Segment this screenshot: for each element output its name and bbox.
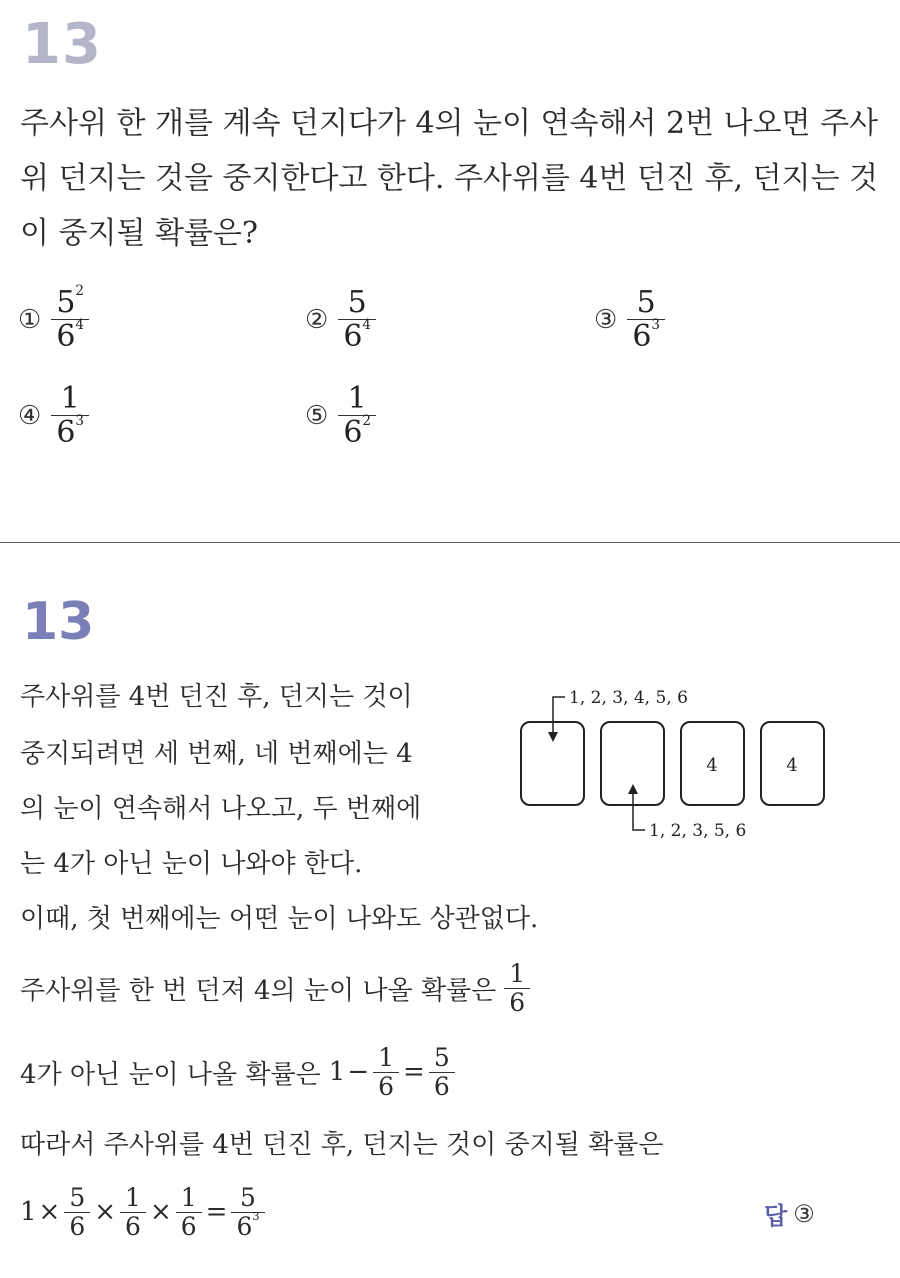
prob-four-line [20,960,532,1016]
equals-sign: = [403,1057,425,1087]
bottom-arrow-head-icon [628,784,638,794]
final-result-denominator: 6 [236,1211,253,1241]
choice-1-numerator: 5 [56,285,76,320]
prob-not-four-one: 1 [328,1057,346,1087]
prob-four-fraction [504,960,530,1016]
choice-5[interactable] [305,382,376,449]
solution-number: 13 [22,592,95,652]
answer-label: 답 [764,1202,788,1230]
die-box-3-value: 4 [706,755,718,776]
choice-4[interactable] [18,382,89,449]
final-result-numerator: 5 [240,1183,256,1212]
dice-diagram [515,680,835,840]
question-text: 주사위 한 개를 계속 던지다가 4의 눈이 연속해서 2번 나오면 주사위 던지는 것을 중지한다고 한다. 주사위를 4번 던진 후, 던지는 것이 중지될 확률은? [20,106,879,251]
times-sign-1: × [38,1197,61,1227]
prob-not-four-text: 4가 아닌 눈이 나올 확률은 [20,1059,321,1090]
choice-5-denominator-exponent: 2 [362,413,371,429]
final-one: 1 [20,1197,37,1227]
prob-not-four-fraction-1 [373,1044,399,1100]
choice-3-numerator: 5 [636,285,656,320]
choice-4-label: ④ [18,400,42,431]
section-divider [0,542,900,543]
prob-not-four-fraction-1-denominator: 6 [378,1071,395,1101]
final-fraction-2 [120,1184,146,1240]
minus-sign: − [347,1057,370,1087]
choice-2-fraction [338,286,376,353]
choice-2-label: ② [305,304,329,335]
choice-4-fraction [51,382,89,449]
times-sign-3: × [149,1197,172,1227]
times-sign-2: × [94,1197,117,1227]
solution-line-1: 주사위를 4번 던진 후, 던지는 것이 [20,682,413,712]
prob-not-four-fraction-2-numerator: 5 [433,1043,450,1072]
bottom-label: 1, 2, 3, 5, 6 [649,821,747,840]
solution-line-3: 의 눈이 연속해서 나오고, 두 번째에 [20,794,422,824]
solution-line-4: 는 4가 아닌 눈이 나와야 한다. [20,849,363,879]
prob-four-denominator: 6 [509,987,526,1017]
prob-four-numerator: 1 [509,959,526,988]
choice-1-numerator-exponent: 2 [75,283,84,299]
choice-5-denominator: 6 [343,415,363,450]
final-fraction-2-denominator: 6 [125,1211,141,1241]
choice-5-fraction [338,382,376,449]
choice-3-denominator-exponent: 3 [651,317,660,333]
final-fraction-3-numerator: 1 [180,1183,197,1212]
choice-2-denominator-exponent: 4 [362,317,371,333]
final-fraction-2-numerator: 1 [125,1183,141,1212]
choice-1-denominator: 6 [56,319,76,354]
final-fraction-1-denominator: 6 [69,1211,86,1241]
top-label: 1, 2, 3, 4, 5, 6 [569,688,688,708]
choice-4-denominator-exponent: 3 [75,413,84,429]
prob-not-four-line [20,1044,457,1100]
choice-1-fraction [51,283,89,354]
choice-3[interactable] [594,286,665,353]
choice-2-denominator: 6 [343,319,363,354]
top-arrow-line [553,697,565,738]
final-result-exponent: 3 [252,1209,260,1223]
answer [764,1196,815,1231]
prob-four-text: 주사위를 한 번 던져 4의 눈이 나올 확률은 [20,975,497,1006]
final-result-fraction [231,1184,264,1240]
choice-1[interactable] [18,283,89,354]
solution-line-5: 이때, 첫 번째에는 어떤 눈이 나와도 상관없다. [20,904,539,934]
final-fraction-1-numerator: 5 [69,1183,86,1212]
answer-value: ③ [793,1199,815,1228]
final-computation [20,1184,267,1240]
prob-not-four-fraction-2 [429,1044,455,1100]
choice-1-label: ① [18,304,42,335]
choice-4-denominator: 6 [56,415,76,450]
choice-5-label: ⑤ [305,400,329,431]
solution-line-2: 중지되려면 세 번째, 네 번째에는 4 [20,739,413,769]
question-number: 13 [22,12,102,77]
top-arrow-head-icon [548,732,558,742]
choice-1-denominator-exponent: 4 [75,317,84,333]
equals-sign: = [205,1197,228,1227]
choice-5-numerator: 1 [347,381,367,416]
prob-not-four-fraction-1-numerator: 1 [378,1043,395,1072]
conclusion-line: 따라서 주사위를 4번 던진 후, 던지는 것이 중지될 확률은 [20,1130,664,1160]
choice-3-label: ③ [594,304,618,335]
choice-2-numerator: 5 [347,285,367,320]
final-fraction-1 [64,1184,90,1240]
bottom-arrow-line [633,789,645,830]
prob-not-four-fraction-2-denominator: 6 [433,1071,450,1101]
die-box-4-value: 4 [786,755,798,776]
choice-3-denominator: 6 [632,319,652,354]
final-fraction-3-denominator: 6 [180,1211,197,1241]
choice-2[interactable] [305,286,376,353]
choice-4-numerator: 1 [60,381,80,416]
choice-3-fraction [627,286,665,353]
final-fraction-3 [176,1184,202,1240]
